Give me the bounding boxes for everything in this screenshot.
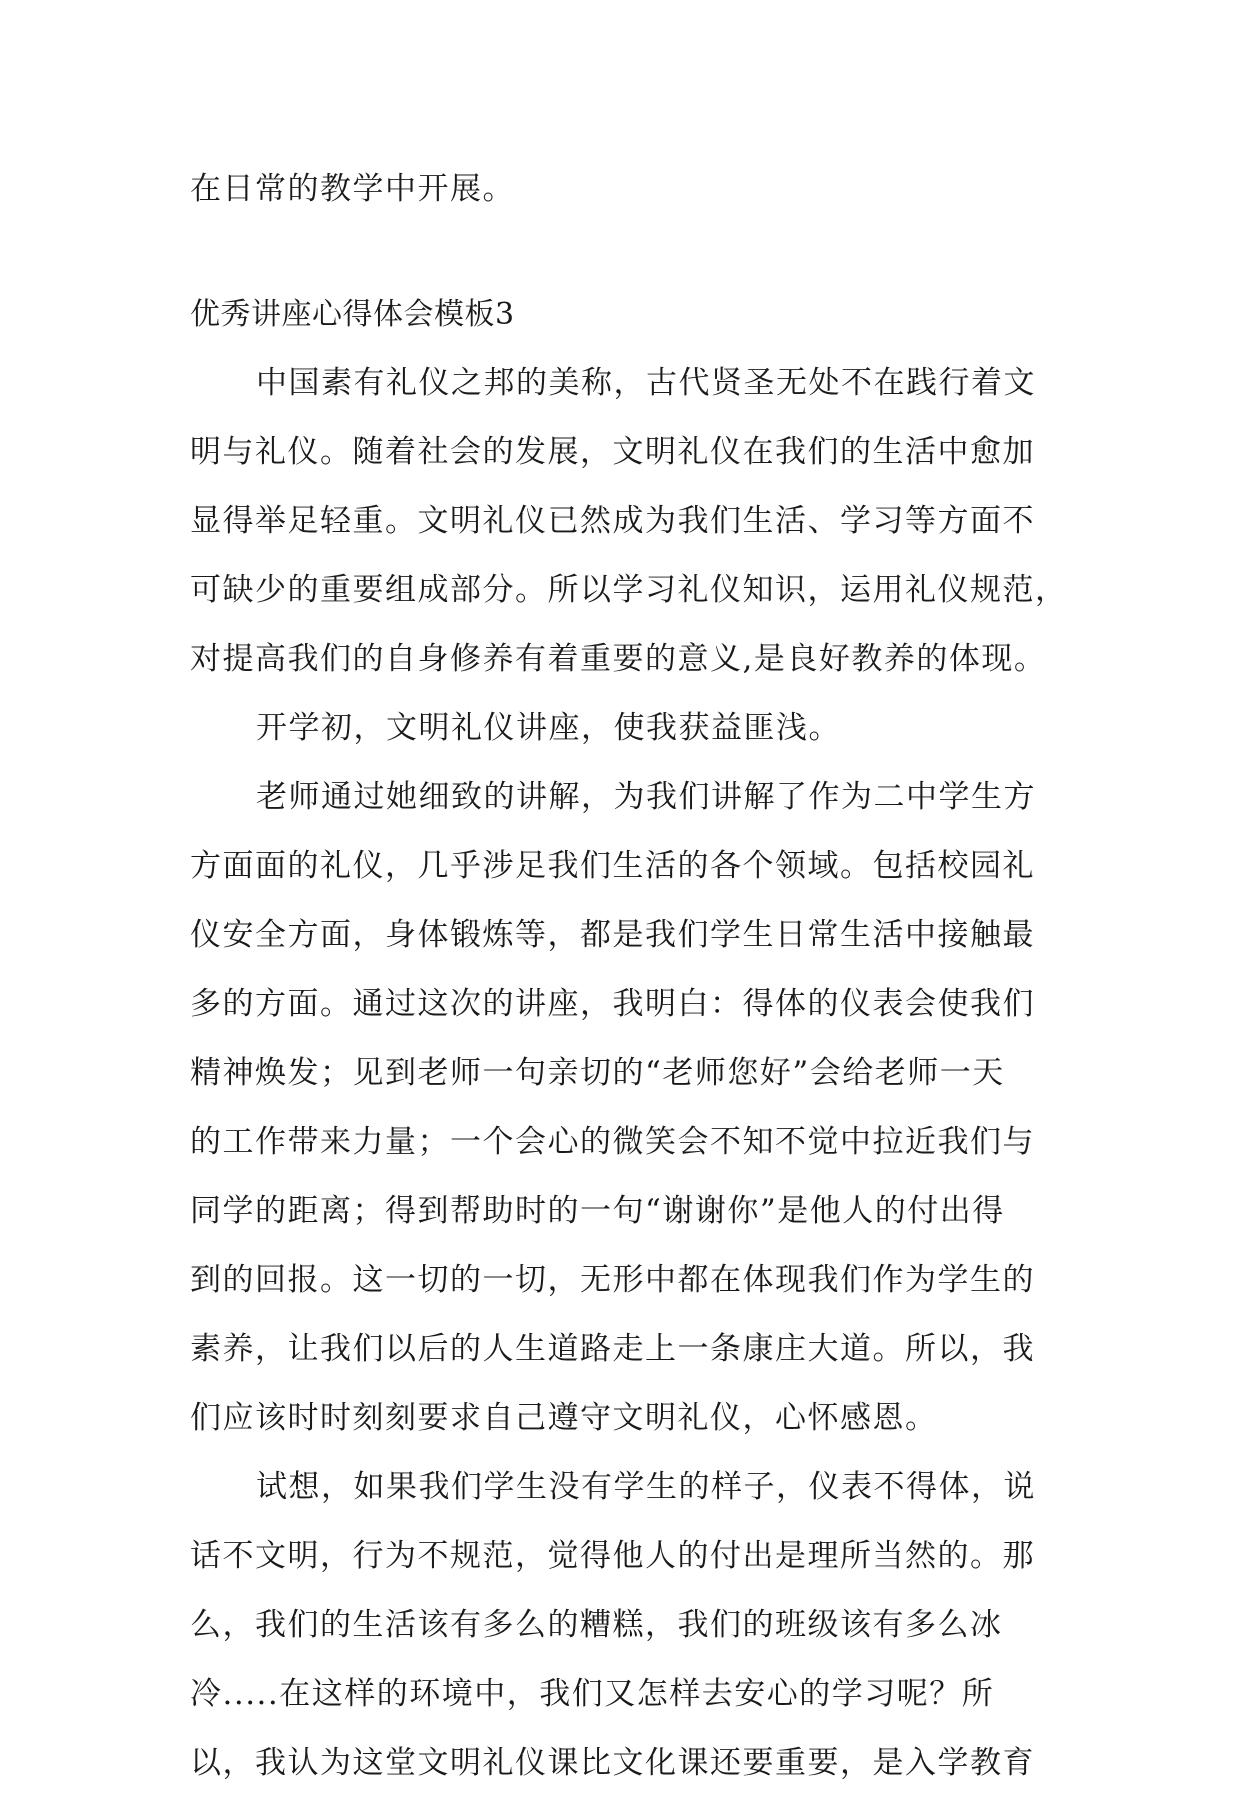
section-gap — [190, 224, 1055, 280]
continuation-line: 在日常的教学中开展。 — [190, 171, 515, 207]
paragraph-line: 同学的距离；得到帮助时的一句“谢谢你”是他人的付出得 — [190, 1193, 1005, 1229]
paragraph-line: 话不文明，行为不规范，觉得他人的付出是理所当然的。那 — [190, 1538, 1035, 1574]
paragraph-line: 素养，让我们以后的人生道路走上一条康庄大道。所以，我 — [190, 1331, 1035, 1367]
paragraph-line: 们应该时时刻刻要求自己遵守文明礼仪，心怀感恩。 — [190, 1400, 938, 1436]
paragraph-line: 明与礼仪。随着社会的发展，文明礼仪在我们的生活中愈加 — [190, 434, 1035, 470]
paragraph-line: 显得举足轻重。文明礼仪已然成为我们生活、学习等方面不 — [190, 503, 1035, 539]
document-page — [190, 155, 1068, 1798]
paragraph-line: 冷.....在这样的环境中，我们又怎样去安心的学习呢？所 — [190, 1676, 995, 1712]
paragraph-3 — [190, 763, 1055, 1453]
paragraph-line: 对提高我们的自身修养有着重要的意义,是良好教养的体现。 — [190, 641, 1047, 677]
paragraph-line: 开学初，文明礼仪讲座，使我获益匪浅。 — [256, 710, 841, 746]
paragraph-4 — [190, 1453, 1055, 1798]
paragraph-line: 以，我认为这堂文明礼仪课比文化课还要重要，是入学教育 — [190, 1745, 1035, 1781]
section-title: 优秀讲座心得体会模板3 — [190, 297, 515, 332]
paragraph-line: 精神焕发；见到老师一句亲切的“老师您好”会给老师一天 — [190, 1055, 1005, 1091]
paragraph-line: 可缺少的重要组成部分。所以学习礼仪知识，运用礼仪规范， — [190, 572, 1068, 608]
paragraph-line: 仪安全方面，身体锻炼等，都是我们学生日常生活中接触最 — [190, 917, 1035, 953]
paragraph-line: 老师通过她细致的讲解，为我们讲解了作为二中学生方 — [256, 779, 1036, 815]
paragraph-line: 中国素有礼仪之邦的美称，古代贤圣无处不在践行着文 — [256, 365, 1036, 401]
paragraph-line: 方面面的礼仪，几乎涉足我们生活的各个领域。包括校园礼 — [190, 848, 1035, 884]
paragraph-2 — [190, 694, 1055, 763]
paragraph-line: 多的方面。通过这次的讲座，我明白：得体的仪表会使我们 — [190, 986, 1035, 1022]
paragraph-1 — [190, 349, 1068, 694]
paragraph-line: 试想，如果我们学生没有学生的样子，仪表不得体，说 — [256, 1469, 1036, 1505]
paragraph-line: 到的回报。这一切的一切，无形中都在体现我们作为学生的 — [190, 1262, 1035, 1298]
paragraph-line: 么，我们的生活该有多么的糟糕，我们的班级该有多么冰 — [190, 1607, 1003, 1643]
paragraph-line: 的工作带来力量；一个会心的微笑会不知不觉中拉近我们与 — [190, 1124, 1035, 1160]
